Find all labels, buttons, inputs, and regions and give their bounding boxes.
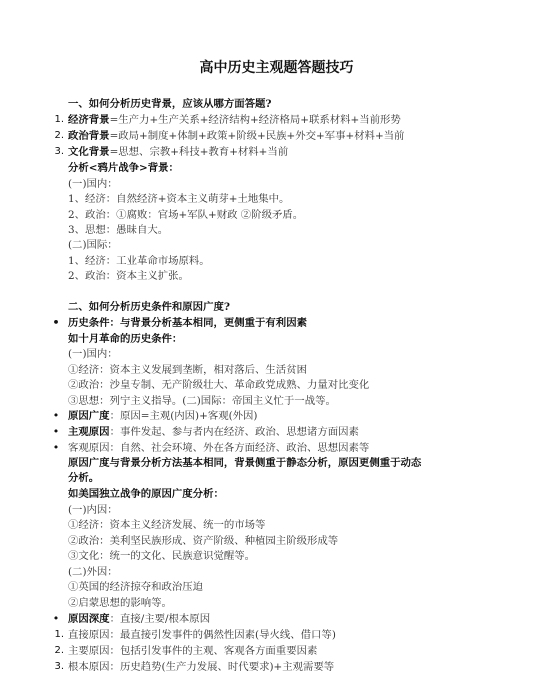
bold-label: 分析<鸦片战争>背景： <box>68 162 179 174</box>
text-line <box>68 487 224 501</box>
text-line <box>54 145 289 159</box>
text-line <box>68 300 230 314</box>
text-line <box>68 471 99 485</box>
bold-label: 文化背景 <box>68 146 110 158</box>
line-text: ②启蒙思想的影响等。 <box>68 597 172 609</box>
text-line <box>68 223 168 237</box>
line-text: 2、政治：①腐败：官场+军队+财政 ②阶级矛盾。 <box>68 209 304 221</box>
line-text: 2、政治：资本主义扩张。 <box>68 270 189 282</box>
line-text: ②政治：美利坚民族形成、资产阶级、种植园主阶级形成等 <box>68 535 339 547</box>
text-line <box>68 456 421 470</box>
text-line <box>68 192 289 206</box>
text-line <box>68 97 272 111</box>
text-line <box>54 660 335 674</box>
line-text: (一)内因： <box>68 504 118 516</box>
text-line <box>52 612 211 626</box>
line-text: =生产力+生产关系+经济结构+经济格局+联系材料+当前形势 <box>109 114 401 126</box>
text-line <box>68 208 303 222</box>
list-number: 3. <box>54 661 64 672</box>
bold-label: 原因广度与背景分析方法基本相同，背景侧重于静态分析，原因更侧重于动态 <box>68 457 422 469</box>
line-text: ①经济：资本主义发展到垄断，相对落后、生活贫困 <box>68 364 307 376</box>
list-number: 2. <box>54 645 64 656</box>
bold-label: 如美国独立战争的原因广度分析： <box>68 488 224 500</box>
bold-label: 原因深度 <box>68 613 110 625</box>
text-line <box>68 565 118 579</box>
document-title: 高中历史主观题答题技巧 <box>199 60 354 76</box>
text-line <box>52 425 359 439</box>
line-text: 直接原因：最直接引发事件的偶然性因素(导火线、借口等) <box>68 629 336 641</box>
bold-label: 一、如何分析历史背景，应该从哪方面答题? <box>68 98 272 110</box>
line-text: 根本原因：历史趋势(生产力发展、时代要求)+主观需要等 <box>68 661 335 673</box>
bullet-marker: • <box>52 612 60 625</box>
line-text: ②政治：沙皇专制、无产阶级壮大、革命政党成熟、力量对比变化 <box>68 379 370 391</box>
text-line <box>54 129 405 143</box>
bullet-marker: • <box>52 425 60 438</box>
line-text: ①英国的经济掠夺和政治压迫 <box>68 581 204 593</box>
line-text: 3、思想：愚昧自大。 <box>68 224 169 236</box>
bold-label: 政治背景 <box>68 130 110 142</box>
line-text: (一)国内： <box>68 348 118 360</box>
line-text: 1、经济：工业革命市场原料。 <box>68 255 210 267</box>
bold-label: 原因广度 <box>68 410 110 422</box>
text-line <box>52 441 370 455</box>
text-line <box>68 347 118 361</box>
line-text: ③文化：统一的文化、民族意识觉醒等。 <box>68 550 256 562</box>
bold-label: 如十月革命的历史条件： <box>68 333 183 345</box>
text-line <box>68 269 189 283</box>
text-line <box>68 378 369 392</box>
text-line <box>68 580 203 594</box>
line-text: (二)外因： <box>68 566 118 578</box>
line-text: (一)国内： <box>68 178 118 190</box>
bullet-marker: • <box>52 316 60 329</box>
text-line <box>52 409 258 423</box>
text-line <box>54 113 401 127</box>
text-line <box>68 534 338 548</box>
line-text: (二)国际： <box>68 239 118 251</box>
line-text: ：事件发起、参与者内在经济、政治、思想诸方面因素 <box>109 426 359 438</box>
text-line <box>68 394 336 408</box>
text-line <box>68 503 118 517</box>
bold-label: 经济背景 <box>68 114 110 126</box>
line-text: =政局+制度+体制+政策+阶级+民族+外交+军事+材料+当前 <box>109 130 405 142</box>
text-line <box>68 254 210 268</box>
line-text: 客观原因：自然、社会环境、外在各方面经济、政治、思想因素等 <box>68 442 370 454</box>
list-number: 1. <box>54 629 64 640</box>
text-line <box>52 316 307 330</box>
list-number: 3. <box>54 146 64 157</box>
bold-label: 分析。 <box>68 472 100 484</box>
text-line <box>68 238 118 252</box>
bullet-marker: • <box>52 409 60 422</box>
text-line <box>68 363 307 377</box>
line-text: ：原因=主观(内因)+客观(外因) <box>109 410 258 422</box>
line-text: =思想、宗教+科技+教育+材料+当前 <box>109 146 289 158</box>
list-number: 1. <box>54 114 64 125</box>
line-text: ：直接/主要/根本原因 <box>109 613 211 625</box>
line-text: 主要原因：包括引发事件的主观、客观各方面重要因素 <box>68 645 318 657</box>
text-line <box>54 628 336 642</box>
line-text: ①经济：资本主义经济发展、统一的市场等 <box>68 519 266 531</box>
bold-label: 历史条件：与背景分析基本相同，更侧重于有利因素 <box>68 317 307 329</box>
text-line <box>68 161 179 175</box>
text-line <box>68 518 265 532</box>
bullet-marker: • <box>52 441 60 454</box>
text-line <box>68 549 255 563</box>
line-text: 1、经济：自然经济+资本主义萌芽+土地集中。 <box>68 193 290 205</box>
line-text: ③思想：列宁主义指导。(二)国际：帝国主义忙于一战等。 <box>68 395 336 407</box>
text-line <box>54 644 318 658</box>
text-line <box>68 596 172 610</box>
list-number: 2. <box>54 130 64 141</box>
text-line <box>68 177 118 191</box>
bold-label: 主观原因 <box>68 426 110 438</box>
text-line <box>68 332 182 346</box>
bold-label: 二、如何分析历史条件和原因广度? <box>68 301 230 313</box>
